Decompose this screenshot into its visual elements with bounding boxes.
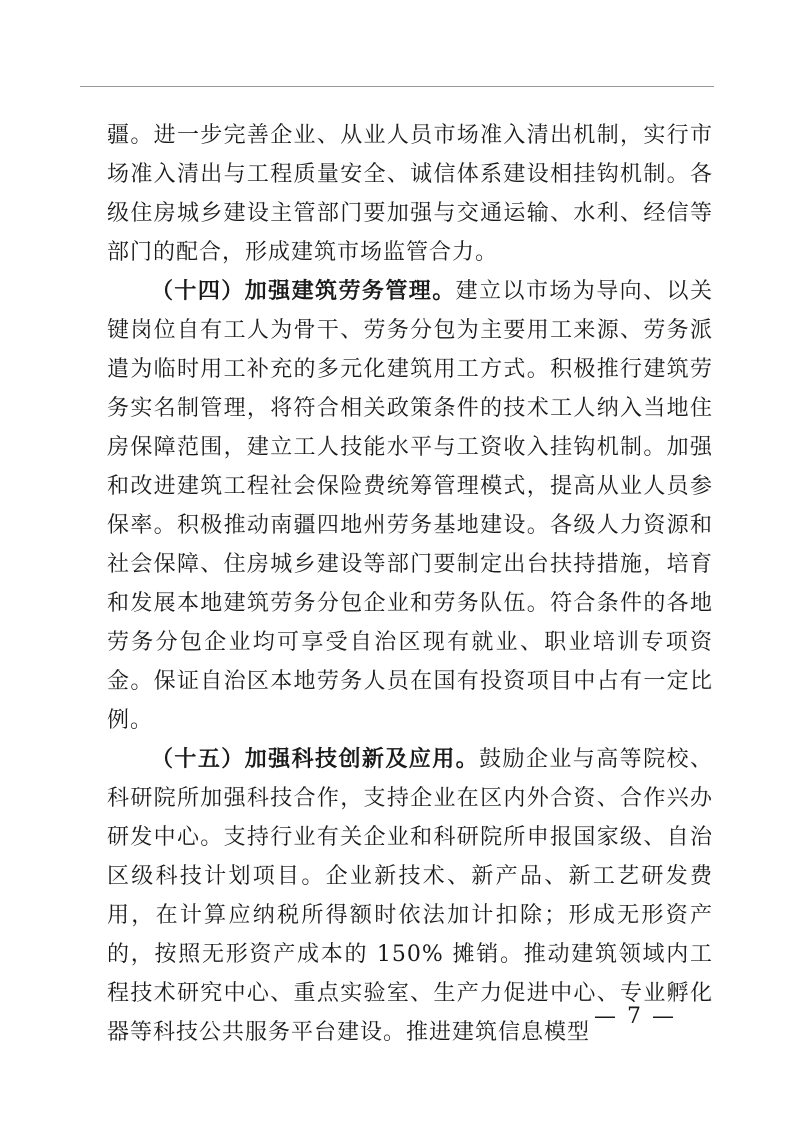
section-heading-15: （十五）加强科技创新及应用。 [151, 747, 480, 772]
paragraph-continued [107, 116, 713, 272]
document-body [107, 116, 713, 1052]
page-number: — 7 — [594, 1004, 676, 1029]
header-rule [80, 86, 714, 87]
paragraph-text: 疆。进一步完善企业、从业人员市场准入清出机制，实行市场准入清出与工程质量安全、诚信体系建设相挂钩机制。各级住房城乡建设主管部门要加强与交通运输、水利、经信等部门的配合，形成建筑市场监管合力。 [107, 123, 713, 265]
paragraph-text: 建立以市场为导向、以关键岗位自有工人为骨干、劳务分包为主要用工来源、劳务派遣为临时用工补充的多元化建筑用工方式。积极推行建筑劳务实名制管理，将符合相关政策条件的技术工人纳入当地住房保障范围，建立工人技能水平与工资收入挂钩机制。加强和改进建筑工程社会保险费统筹管理模式，提高从业人员参保率。积极推动南疆四地州劳务基地建设。各级人力资源和社会保障、住房城乡建设等部门要制定出台扶持措施，培育和发展本地建筑劳务分包企业和劳务队伍。符合条件的各地劳务分包企业均可享受自治区现有就业、职业培训专项资金。保证自治区本地劳务人员在国有投资项目中占有一定比例。 [107, 279, 713, 733]
paragraph-text: 鼓励企业与高等院校、科研院所加强科技合作，支持企业在区内外合资、合作兴办研发中心。支持行业有关企业和科研院所申报国家级、自治区级科技计划项目。企业新技术、新产品、新工艺研发费用，在计算应纳税所得额时依法加计扣除；形成无形资产的，按照无形资产成本的 150% 摊销。推动建筑领域内工程技术研究中心、重点实验室、生产力促进中心、专业孵化器等科技公共服务平台建设。推进建筑信息模型 [107, 747, 713, 1045]
section-heading-14: （十四）加强建筑劳务管理。 [151, 279, 456, 304]
paragraph-labor-management [107, 272, 713, 740]
